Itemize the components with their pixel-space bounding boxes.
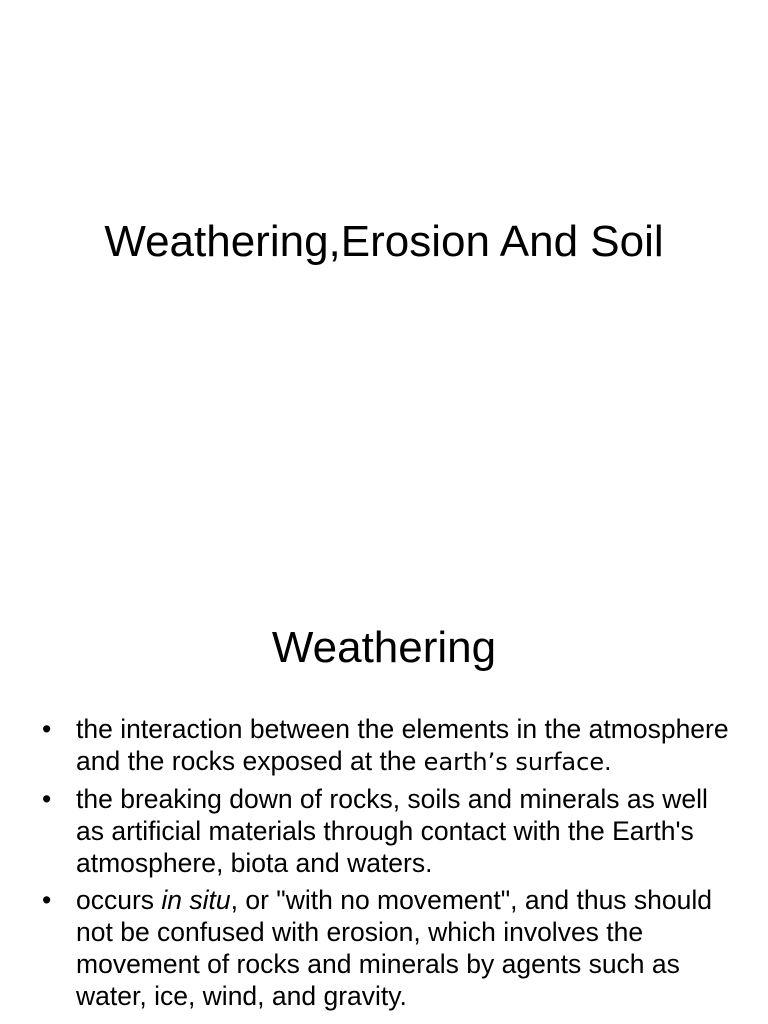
bullet-text: the breaking down of rocks, soils and minerals as well as artificial materials through contact with the Earth's atmosphere, biota and waters. <box>76 784 708 878</box>
bullet-dot-icon: • <box>42 784 52 814</box>
content-slide <box>0 576 768 1024</box>
bullet-text: the interaction between the elements in the atmosphere and the rocks exposed at the <box>76 714 729 776</box>
bullet-text-end: . <box>604 746 612 776</box>
bullet-list <box>42 713 732 1017</box>
bullet-item <box>42 783 732 879</box>
bullet-dot-icon: • <box>42 885 52 915</box>
bullet-text-italic: in situ <box>161 885 231 915</box>
slide-title: Weathering,Erosion And Soil <box>104 217 664 266</box>
slide-heading: Weathering <box>271 623 497 672</box>
bullet-dot-icon: • <box>42 714 52 744</box>
bullet-item <box>42 884 732 1012</box>
bullet-text-end: , or "with no movement", and thus should not be confused with erosion, which involves the movement of rocks and minerals by agents such as water, ice, wind, and gravity. <box>76 885 713 1011</box>
bullet-text-emphasis: earth’s surface <box>423 748 605 776</box>
bullet-item <box>42 713 732 778</box>
bullet-text: occurs <box>76 885 162 915</box>
